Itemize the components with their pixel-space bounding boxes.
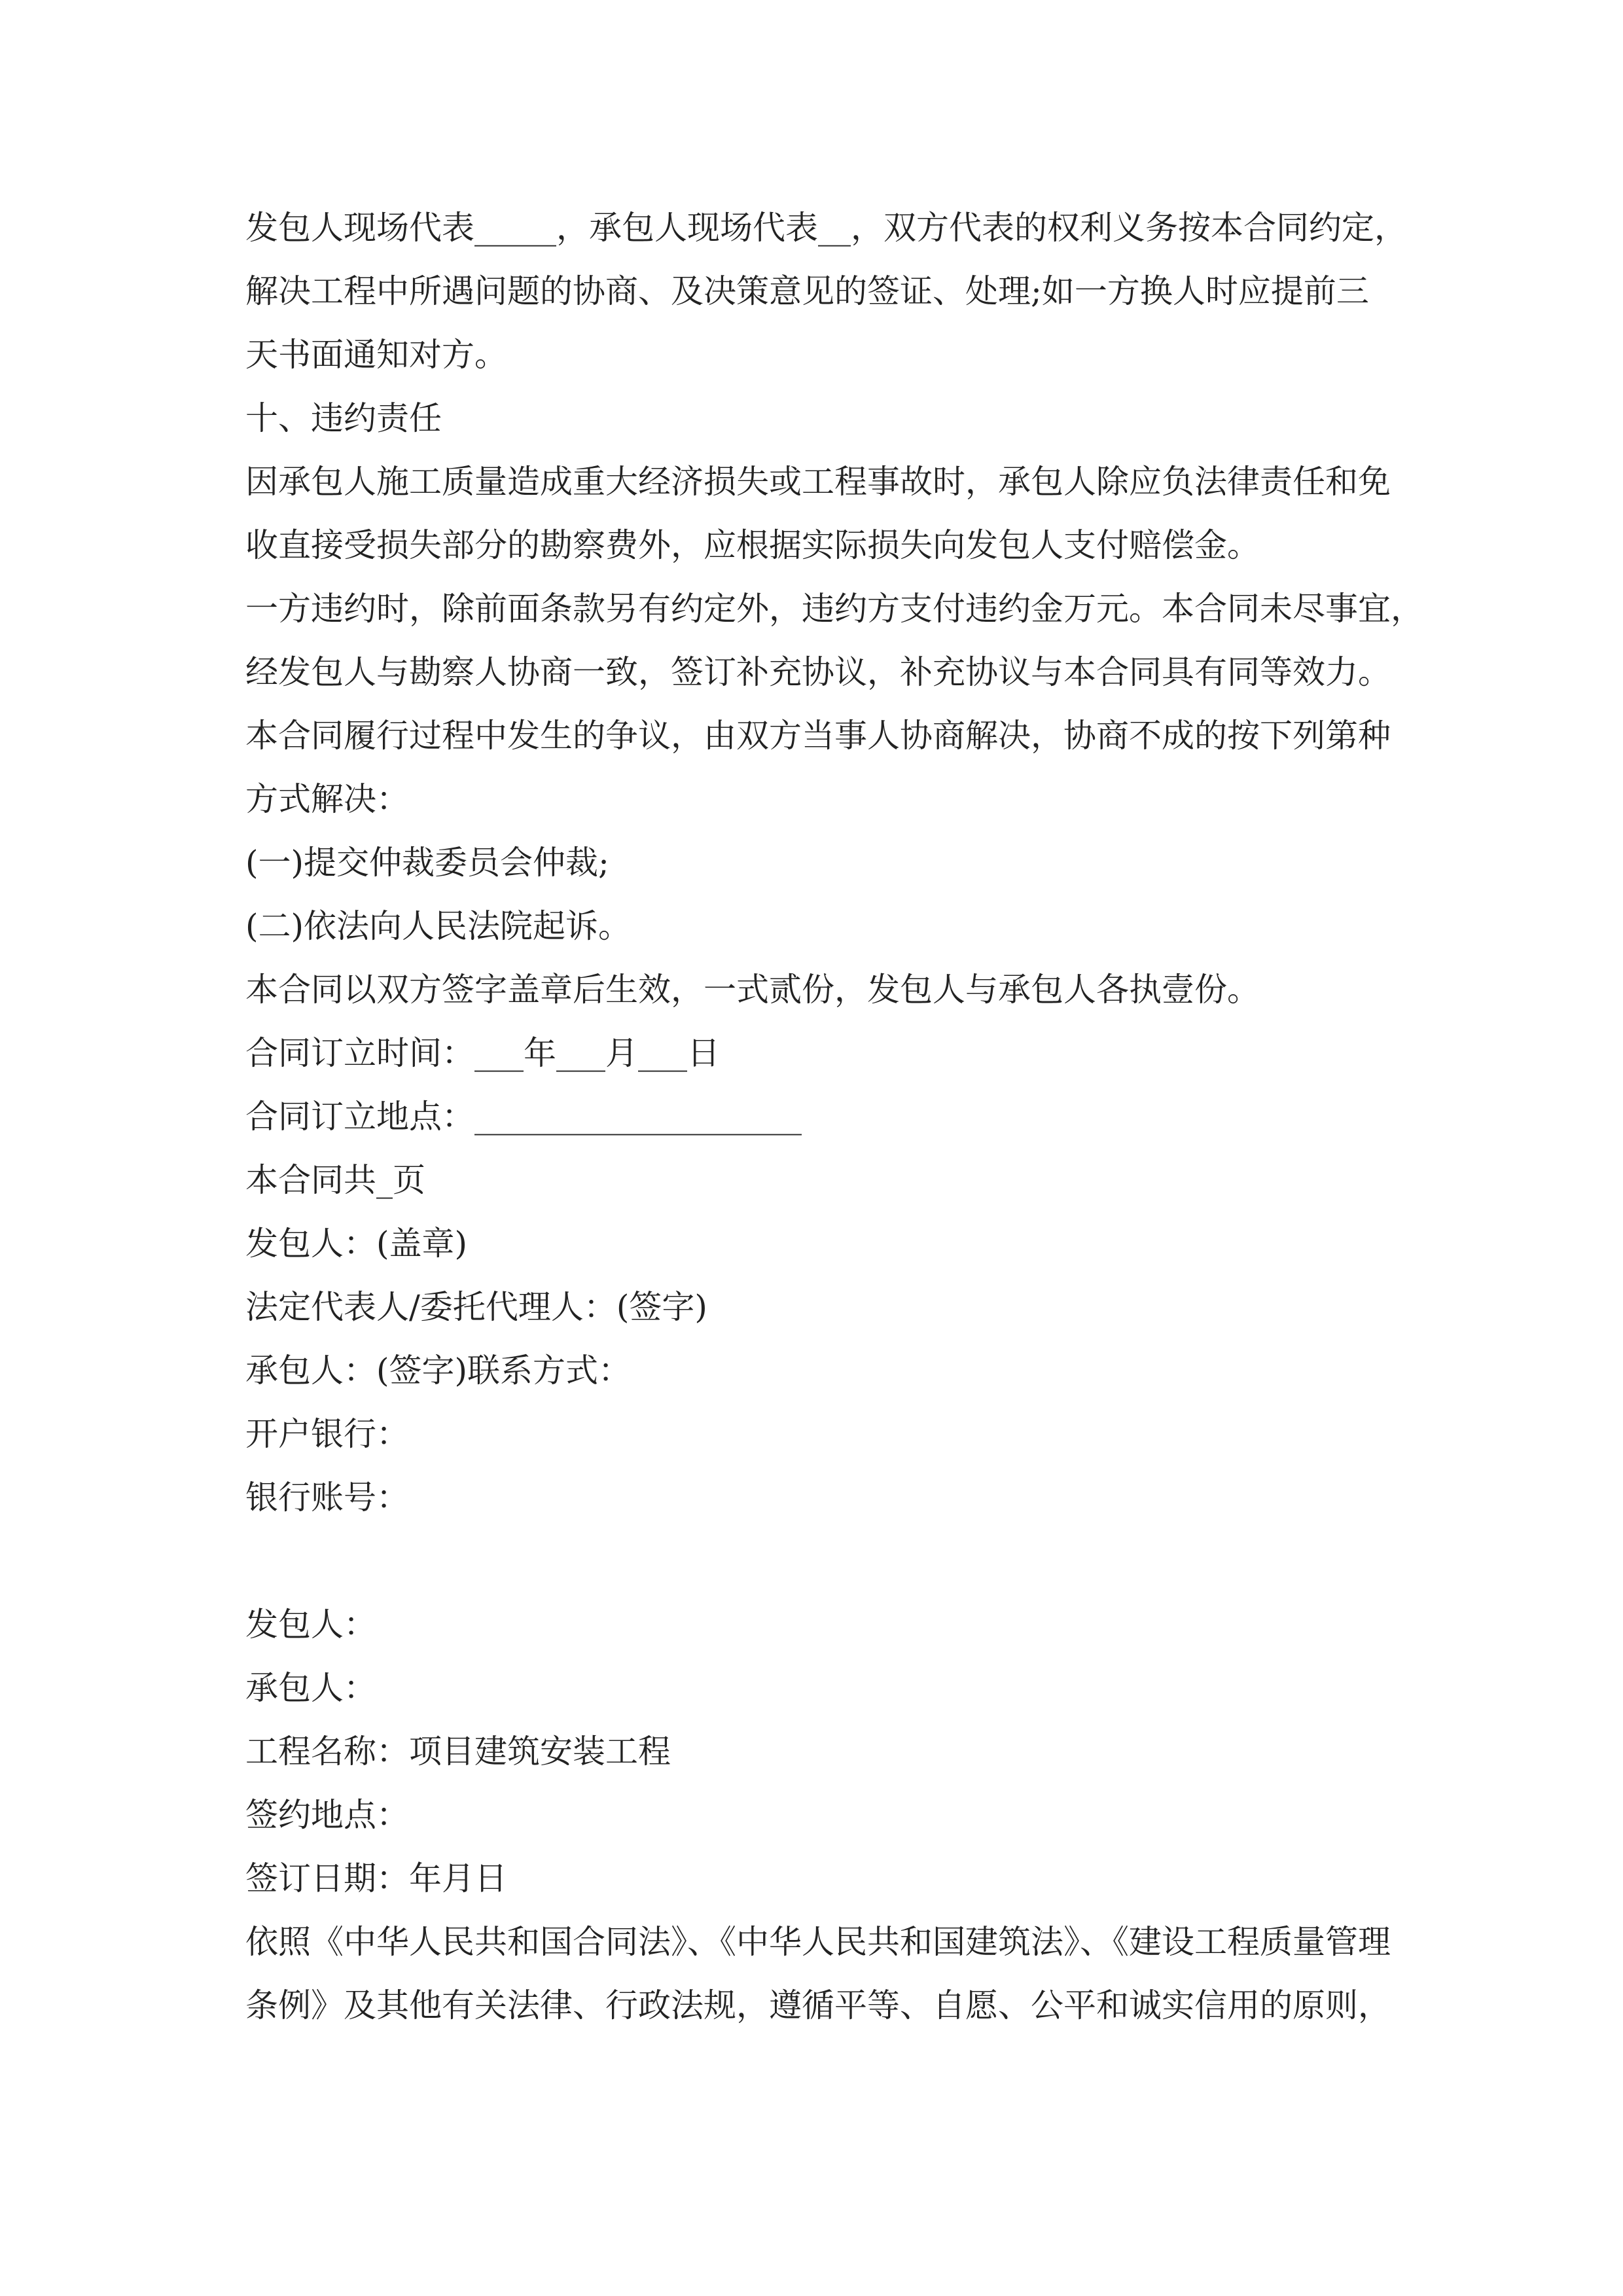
document-body [245,196,1423,2037]
signing-date-field: 签订日期：年月日 [245,1859,507,1897]
blank-line [245,1530,1397,1593]
contractor-field: 承包人：(签字)联系方式： [245,1352,632,1390]
page-count-field: 本合同共_页 [245,1161,425,1199]
text-line: 经发包人与勘察人协商一致，签订补充协议，补充协议与本合同具有同等效力。 [245,653,1391,691]
text-line: 条例》及其他有关法律、行政法规，遵循平等、自愿、公平和诚实信用的原则， [245,1986,1391,2024]
text-line: 因承包人施工质量造成重大经济损失或工程事故时，承包人除应负法律责任和免 [245,463,1391,501]
account-field: 银行账号： [245,1479,409,1516]
list-item: (二)依法向人民法院起诉。 [245,907,632,945]
text-line: 一方违约时，除前面条款另有约定外，违约方支付违约金万元。本合同未尽事宜， [245,590,1423,628]
contract-date-field: 合同订立时间：___年___月___日 [245,1034,720,1072]
text-line: 本合同以双方签字盖章后生效，一式贰份，发包人与承包人各执壹份。 [245,971,1260,1009]
contractor-field: 承包人： [245,1669,376,1707]
bank-field: 开户银行： [245,1415,409,1453]
text-line: 本合同履行过程中发生的争议，由双方当事人协商解决，协商不成的按下列第种 [245,717,1391,755]
employer-field: 发包人：(盖章) [245,1225,468,1263]
text-line: 解决工程中所遇问题的协商、及决策意见的签证、处理;如一方换人时应提前三 [245,272,1369,310]
contract-place-field: 合同订立地点：____________________ [245,1098,802,1136]
list-item: (一)提交仲裁委员会仲裁; [245,844,609,882]
representative-field: 法定代表人/委托代理人：(签字) [245,1288,707,1326]
employer-field: 发包人： [245,1605,376,1643]
text-line: 依照《中华人民共和国合同法》、《中华人民共和国建筑法》、《建设工程质量管理 [245,1923,1391,1961]
project-name-field: 工程名称：项目建筑安装工程 [245,1732,671,1770]
section-heading: 十、违约责任 [245,399,442,437]
text-line: 发包人现场代表_____，承包人现场代表__，双方代表的权利义务按本合同约定， [245,209,1407,247]
text-line: 方式解决： [245,780,409,818]
text-line: 收直接受损失部分的勘察费外，应根据实际损失向发包人支付赔偿金。 [245,526,1260,564]
signing-place-field: 签约地点： [245,1796,409,1834]
text-line: 天书面通知对方。 [245,336,507,374]
